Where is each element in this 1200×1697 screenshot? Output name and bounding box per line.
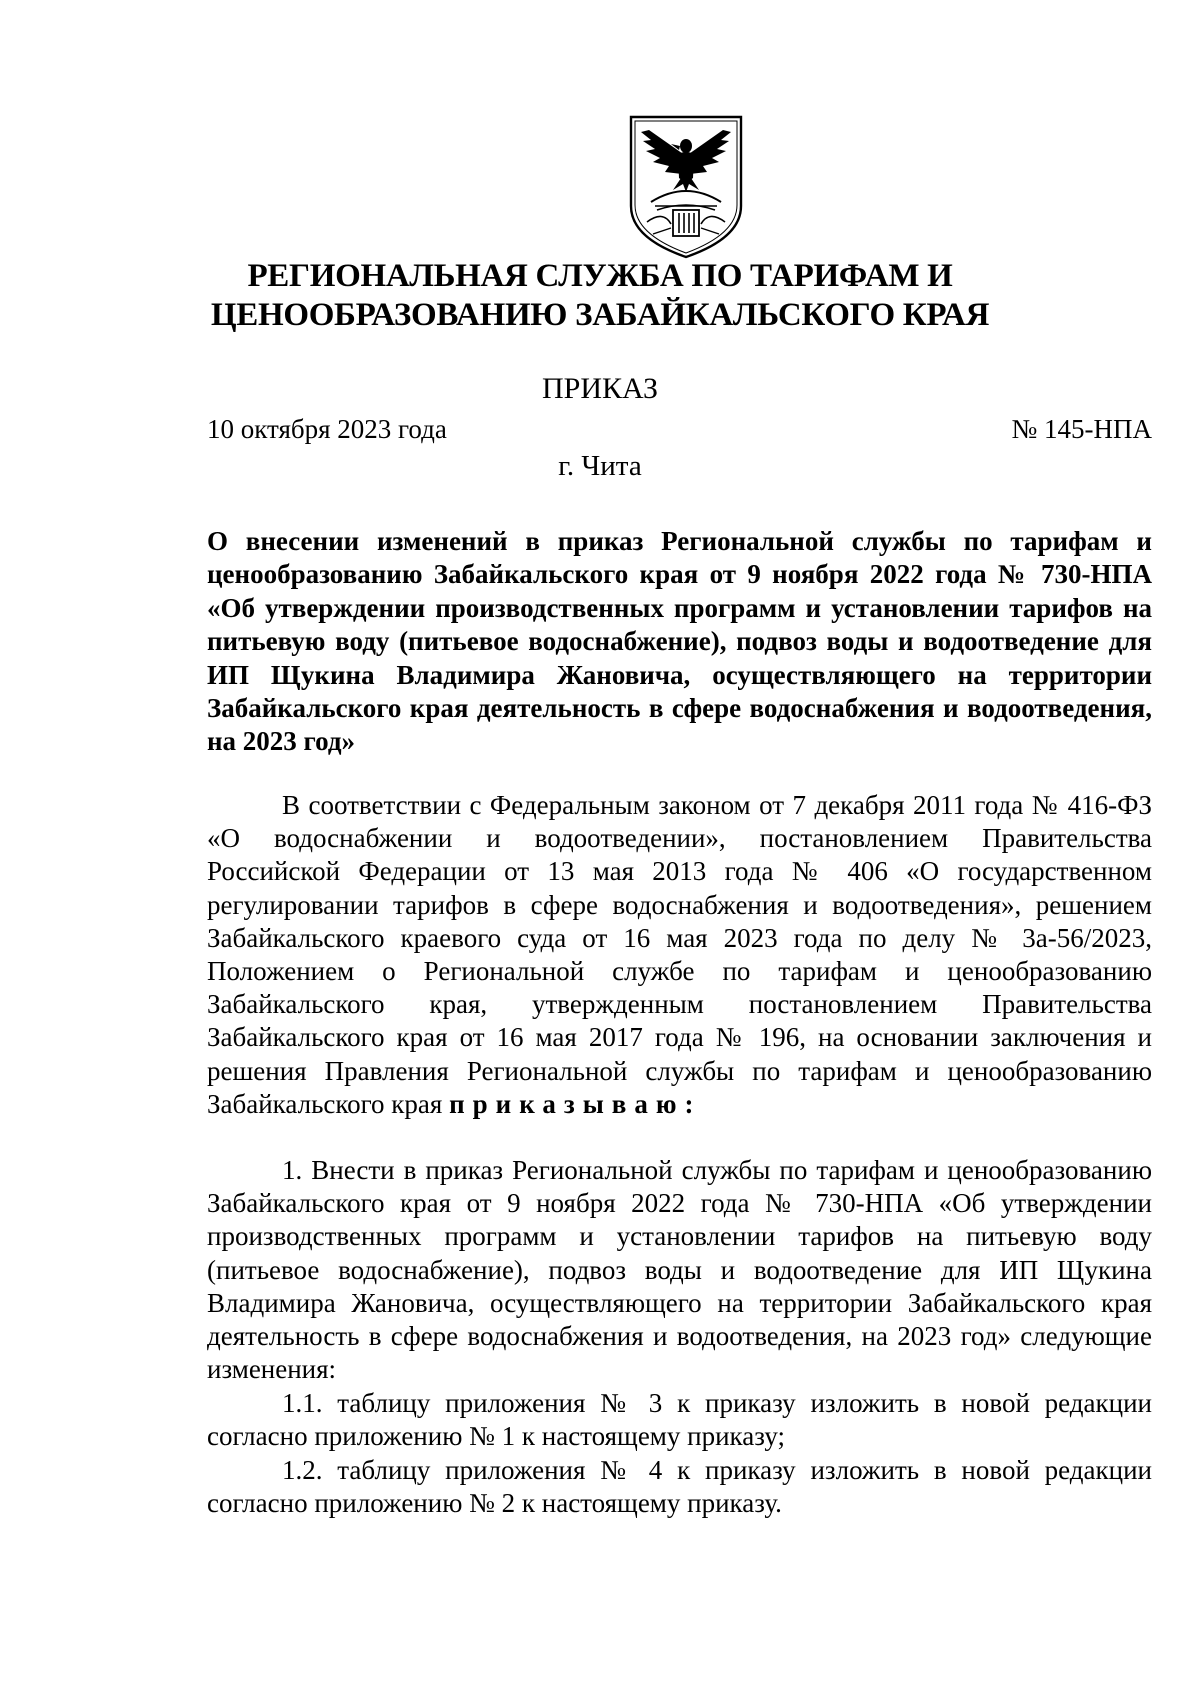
order-number: № 145-НПА	[1011, 414, 1152, 444]
organization-name-line-1: РЕГИОНАЛЬНАЯ СЛУЖБА ПО ТАРИФАМ И	[247, 258, 953, 294]
order-subject: О внесении изменений в приказ Региональной службы по тарифам и ценообразованию Забайкальского края от 9 ноября 2022 года № 730-НПА «Об утверждении производственных программ и установлении тарифов на питьевую воду (питьевое водоснабжение), подвоз воды и водоотведение для ИП Щукина Владимира Жановича, осуществляющего на территории Забайкальского края деятельность в сфере водоснабжения и водоотведения, на 2023 год»	[207, 526, 1152, 757]
coat-of-arms-icon	[627, 114, 745, 260]
preamble-paragraph	[207, 789, 1152, 1121]
item-1-1-paragraph: 1.1. таблицу приложения № 3 к приказу изложить в новой редакции согласно приложению № 1 к настоящему приказу;	[207, 1388, 1152, 1452]
preamble-text: В соответствии с Федеральным законом от 7 декабря 2011 года № 416-ФЗ «О водоснабжении и водоотведении», постановлением Правительства Российской Федерации от 13 мая 2013 года № 406 «О государственном регулировании тарифов в сфере водоснабжения и водоотведения», решением Забайкальского краевого суда от 16 мая 2023 года по делу № 3а-56/2023, Положением о Региональной службе по тарифам и ценообразованию Забайкальского края, утвержденным постановлением Правительства Забайкальского края от 16 мая 2017 года № 196, на основании заключения и решения Правления Региональной службы по тарифам и ценообразованию Забайкальского края	[207, 790, 1152, 1119]
decree-word: приказываю:	[449, 1088, 702, 1119]
item-1-paragraph: 1. Внести в приказ Региональной службы по тарифам и ценообразованию Забайкальского края от 9 ноября 2022 года № 730-НПА «Об утверждении производственных программ и установлении тарифов на питьевую воду (питьевое водоснабжение), подвоз воды и водоотведение для ИП Щукина Владимира Жановича, осуществляющего на территории Забайкальского края деятельность в сфере водоснабжения и водоотведения, на 2023 год» следующие изменения:	[207, 1155, 1152, 1385]
organization-name-line-2: ЦЕНООБРАЗОВАНИЮ ЗАБАЙКАЛЬСКОГО КРАЯ	[210, 297, 990, 333]
item-1-2-paragraph: 1.2. таблицу приложения № 4 к приказу изложить в новой редакции согласно приложению № 2 к настоящему приказу.	[207, 1455, 1152, 1519]
document-type: ПРИКАЗ	[542, 372, 658, 405]
order-city: г. Чита	[558, 450, 642, 482]
order-date: 10 октября 2023 года	[207, 414, 447, 444]
